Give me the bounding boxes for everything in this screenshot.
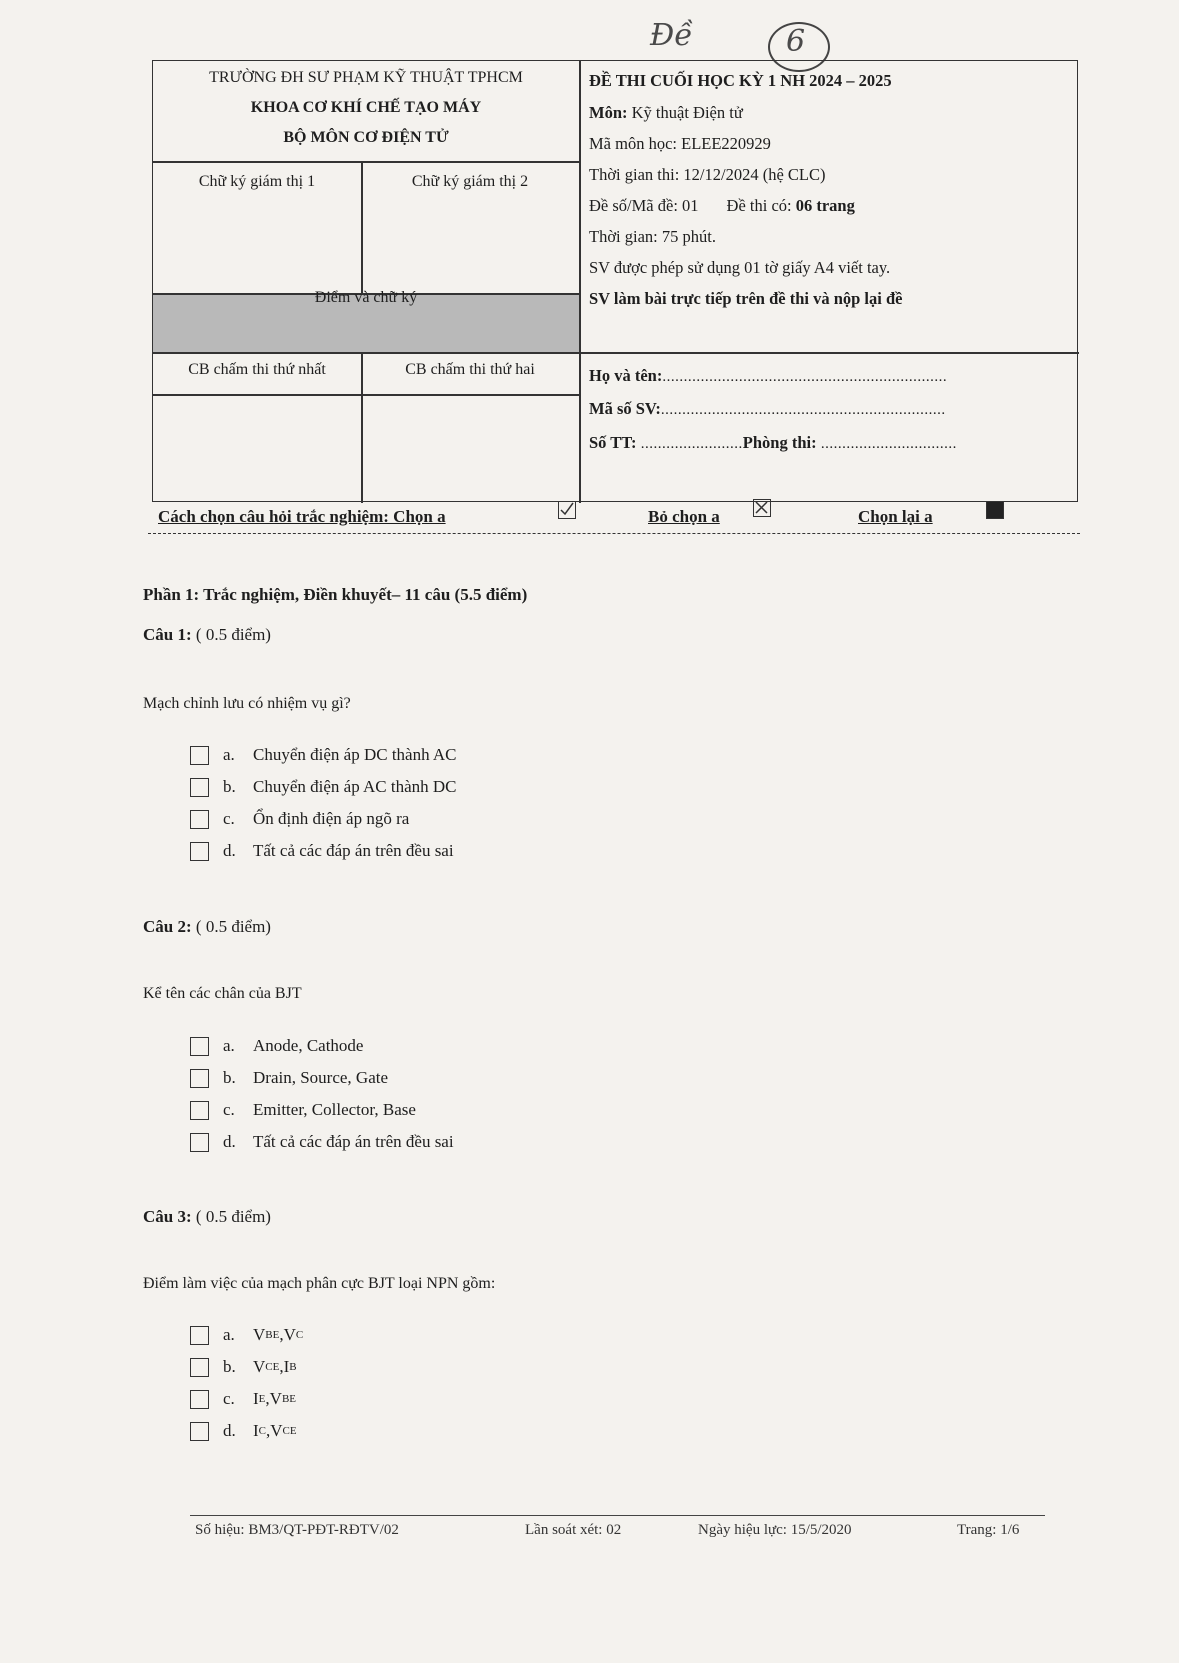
checkbox[interactable] [190,1069,209,1088]
grader1-label: CB chấm thi thứ nhất [188,361,326,378]
question-2-option-a[interactable]: a. Anode, Cathode [190,1036,363,1056]
checkbox[interactable] [190,1101,209,1120]
question-1-option-d[interactable]: d. Tất cả các đáp án trên đều sai [190,841,454,861]
exam-number: Đề số/Mã đề: 01 Đề thi có: 06 trang [589,196,855,215]
checkbox[interactable] [190,1133,209,1152]
proctor2-label: Chữ ký giám thị 2 [411,173,529,190]
instruction-rechoose: Chọn lại a [858,507,933,526]
footer-effective-date: Ngày hiệu lực: 15/5/2020 [698,1522,852,1538]
checkbox[interactable] [190,1326,209,1345]
faculty-name: KHOA CƠ KHÍ CHẾ TẠO MÁY [250,99,482,116]
footer-page-number: Trang: 1/6 [957,1522,1020,1538]
handwritten-number: 6 [786,24,806,59]
course-code: Mã môn học: ELEE220929 [589,134,771,153]
question-3-option-d[interactable]: d. I C , V CE [190,1421,297,1441]
question-2-text: Kể tên các chân của BJT [143,985,302,1002]
school-name: TRƯỜNG ĐH SƯ PHẠM KỸ THUẬT TPHCM [209,69,523,86]
duration: Thời gian: 75 phút. [589,227,716,246]
exam-header-table [152,60,1078,502]
checkbox[interactable] [190,810,209,829]
question-3-header: Câu 3: ( 0.5 điểm) [143,1207,271,1226]
checkbox[interactable] [190,842,209,861]
instruction-divider [148,533,1080,534]
checkbox[interactable] [190,1358,209,1377]
proctor1-label: Chữ ký giám thị 1 [198,173,316,190]
exam-date: Thời gian thi: 12/12/2024 (hệ CLC) [589,165,826,184]
question-1-option-c[interactable]: c. Ổn định điện áp ngõ ra [190,809,409,829]
filled-box-icon [986,501,1004,519]
question-2-option-b[interactable]: b. Drain, Source, Gate [190,1068,388,1088]
student-id-field[interactable]: Mã số SV:................................................................... [589,399,946,418]
question-3-option-a[interactable]: a. V BE , V C [190,1325,303,1345]
question-2-option-d[interactable]: d. Tất cả các đáp án trên đều sai [190,1132,454,1152]
handwritten-note: Đề [650,18,693,53]
checkbox[interactable] [190,778,209,797]
crossed-box-icon [753,499,771,517]
checkbox[interactable] [190,1422,209,1441]
footer-code: Số hiệu: BM3/QT-PĐT-RĐTV/02 [195,1522,399,1538]
checkbox[interactable] [190,1390,209,1409]
allowed-materials: SV được phép sử dụng 01 tờ giấy A4 viết tay. [589,258,891,277]
exam-title: ĐỀ THI CUỐI HỌC KỲ 1 NH 2024 – 2025 [589,71,892,90]
student-name-field[interactable]: Họ và tên:................................................................... [589,366,948,385]
grader2-label: CB chấm thi thứ hai [405,361,535,378]
question-3-option-b[interactable]: b. V CE , I B [190,1357,297,1377]
question-2-header: Câu 2: ( 0.5 điểm) [143,917,271,936]
subject-line: Môn: Kỹ thuật Điện tử [589,103,743,122]
question-1-header: Câu 1: ( 0.5 điểm) [143,625,271,644]
footer-revision: Lần soát xét: 02 [525,1522,622,1538]
question-2-option-c[interactable]: c. Emitter, Collector, Base [190,1100,416,1120]
checkbox[interactable] [190,1037,209,1056]
score-signature-label: Điểm và chữ ký [314,289,418,306]
instruction-choose: Cách chọn câu hỏi trắc nghiệm: Chọn a [158,507,446,526]
checkbox[interactable] [190,746,209,765]
question-3-text: Điểm làm việc của mạch phân cực BJT loại NPN gồm: [143,1275,496,1292]
instruction-unchoose: Bỏ chọn a [648,507,720,526]
question-1-option-b[interactable]: b. Chuyển điện áp AC thành DC [190,777,457,797]
seq-room-field[interactable]: Số TT: ........................Phòng thi: ................................ [589,433,957,452]
section-title: Phần 1: Trắc nghiệm, Điền khuyết– 11 câu (5.5 điểm) [143,585,528,604]
footer-divider [190,1515,1045,1516]
question-1-text: Mạch chỉnh lưu có nhiệm vụ gì? [143,695,351,712]
checked-box-icon [558,501,576,519]
submit-rule: SV làm bài trực tiếp trên đề thi và nộp lại đề [589,289,903,308]
question-1-option-a[interactable]: a. Chuyển điện áp DC thành AC [190,745,457,765]
department-name: BỘ MÔN CƠ ĐIỆN TỬ [283,129,449,146]
question-3-option-c[interactable]: c. I E , V BE [190,1389,296,1409]
